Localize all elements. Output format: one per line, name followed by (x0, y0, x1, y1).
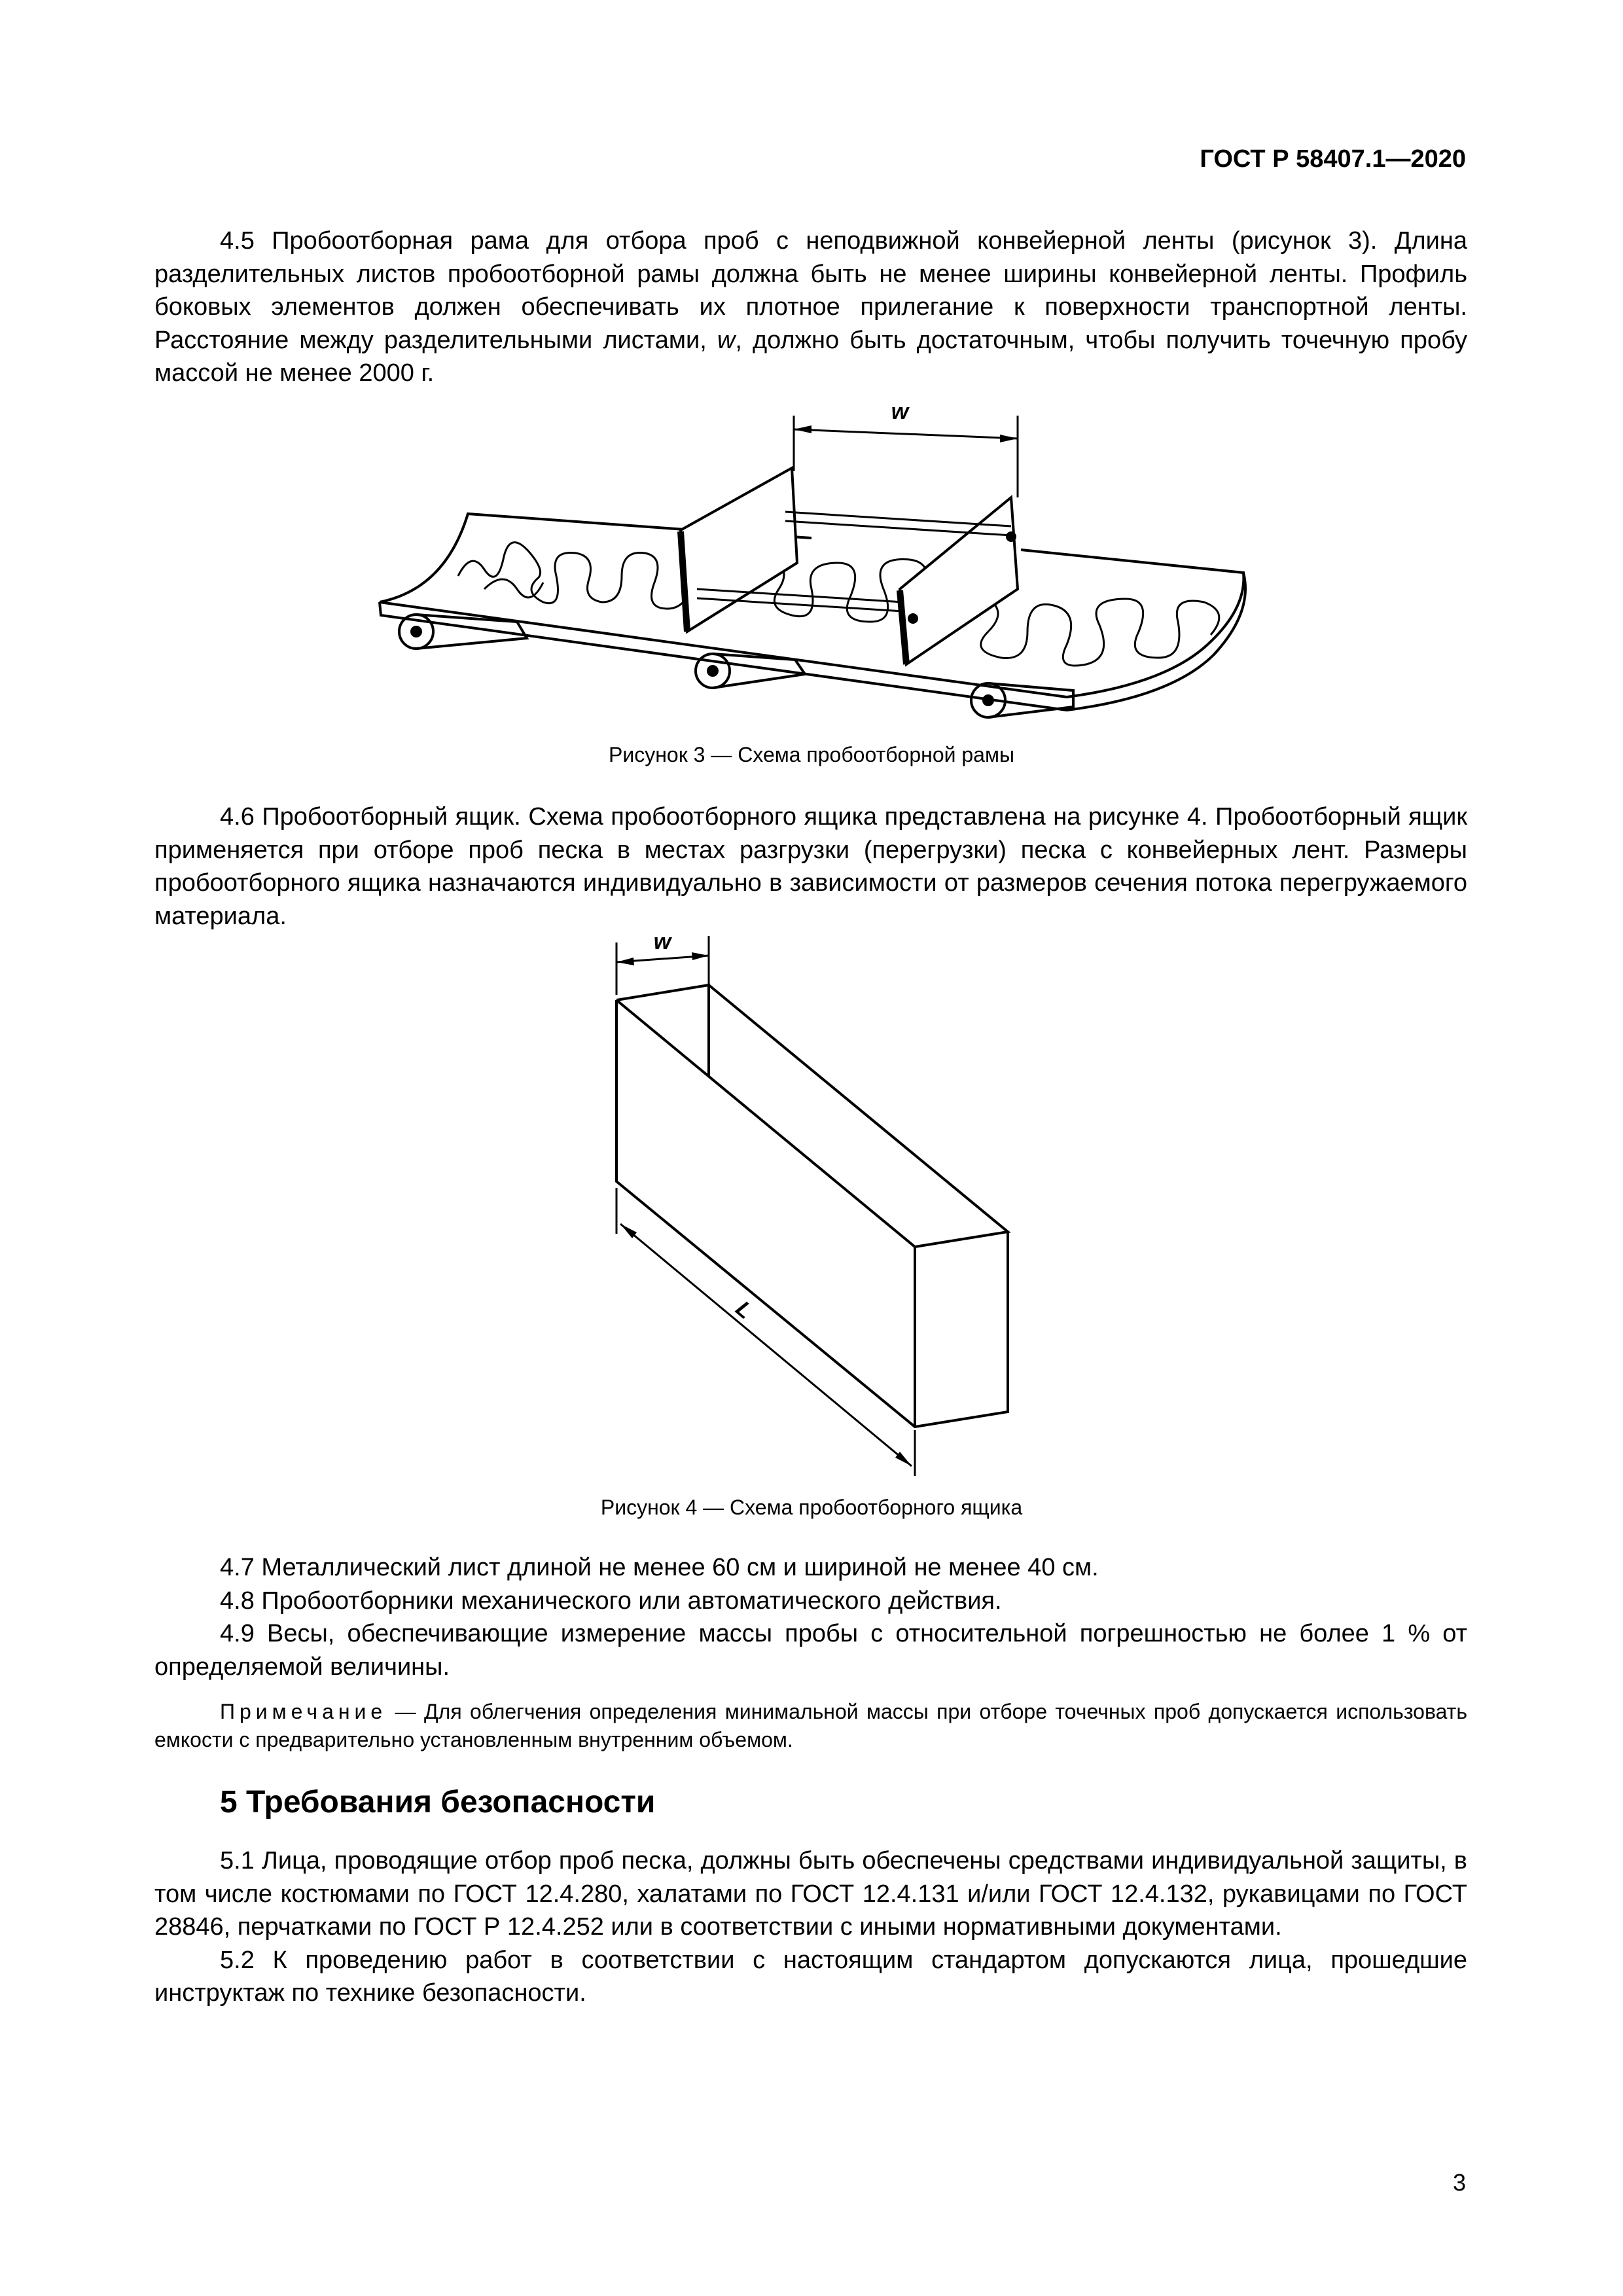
roller-axle (412, 627, 421, 636)
paragraph-4-5-block (154, 224, 1467, 390)
paragraph-4-8: 4.8 Пробоотборники механического или автоматического действия. (220, 1587, 1002, 1615)
variable-w: w (717, 326, 736, 354)
box-top-back-edge (616, 985, 709, 1077)
note (154, 1698, 1467, 1754)
frame-bolt (909, 615, 917, 622)
document-number: ГОСТ Р 58407.1—2020 (1200, 145, 1466, 173)
roller-axle (708, 666, 717, 675)
section-5-title: 5 Требования безопасности (220, 1785, 656, 1820)
paragraph-4-6-block (154, 800, 1467, 933)
dimension-label-l: L (730, 1296, 758, 1324)
arrow-head (616, 958, 634, 965)
arrow-head (692, 952, 709, 960)
roller-axle (984, 696, 993, 705)
paragraph-4-9: 4.9 Весы, обеспечивающие измерение массы пробы с относительной погрешностью не более 1 % от определяемой величины. (154, 1620, 1467, 1681)
box-outline (616, 1000, 1008, 1427)
note-label: Примечание (220, 1700, 387, 1723)
note-text: — Для облегчения определения минимальной массы при отборе точечных проб допускается использовать емкости с предварительно установленным внутренним объемом. (154, 1700, 1467, 1751)
paragraph-4-5: 4.5 Пробоотборная рама для отбора проб с неподвижной конвейерной ленты (рисунок 3). Длина разделительных листов пробоотборной рамы должна быть не менее ширины конвейерной ленты. Профиль боковых элементов должен обеспечивать их плотное прилегание к поверхности транспортной ленты. Расстояние между разделительными листами, w, должно быть достаточным, чтобы получить точечную пробу массой не менее 2000 г. (154, 227, 1468, 387)
paragraph-4-6: 4.6 Пробоотборный ящик. Схема пробоотборного ящика представлена на рисунке 4. Пробоотборный ящик применяется при отборе проб песка в местах разгрузки (перегрузки) песка с конвейерных лент. Размеры пробоотборного ящика назначаются индивидуально в зависимости от размеров сечения потока перегружаемого материала. (154, 803, 1467, 930)
dimension-label-w: w (891, 399, 909, 424)
dimension-label-w: w (653, 929, 671, 954)
box-top-edges (616, 985, 1008, 1247)
paragraph-4-7: 4.7 Металлический лист длиной не менее 60 см и шириной не менее 40 см. (220, 1554, 1099, 1581)
paragraphs-4-7-to-4-9 (154, 1551, 1467, 1683)
paragraph-5-2: 5.2 К проведению работ в соответствии с настоящим стандартом допускаются лица, прошедшие инструктаж по технике безопасности. (154, 1946, 1467, 2007)
paragraph-5-1: 5.1 Лица, проводящие отбор проб песка, должны быть обеспечены средствами индивидуальной защиты, в том числе костюмами по ГОСТ 12.4.280, халатами по ГОСТ 12.4.131 и/или ГОСТ 12.4.132, рукавицами по ГОСТ 28846, перчатками по ГОСТ Р 12.4.252 или в соответствии с иными нормативными документами. (154, 1847, 1467, 1941)
belt-left-trough (380, 514, 694, 602)
arrow-head (1000, 435, 1018, 442)
figure-4-sampling-box (589, 916, 1034, 1492)
arrow-head (794, 425, 812, 433)
dimension-line-w (794, 429, 1018, 439)
section-5-body (154, 1844, 1467, 2010)
figure-4-caption: Рисунок 4 — Схема пробоотборного ящика (600, 1496, 1023, 1519)
figure-3-sampling-frame (366, 389, 1270, 730)
dimension-line-l (620, 1224, 912, 1466)
page-number: 3 (1452, 2169, 1466, 2196)
frame-plate-left (681, 468, 797, 632)
sand-material-left (458, 543, 694, 609)
frame-bolt (1007, 533, 1015, 541)
figure-3-caption: Рисунок 3 — Схема пробоотборной рамы (609, 743, 1014, 766)
